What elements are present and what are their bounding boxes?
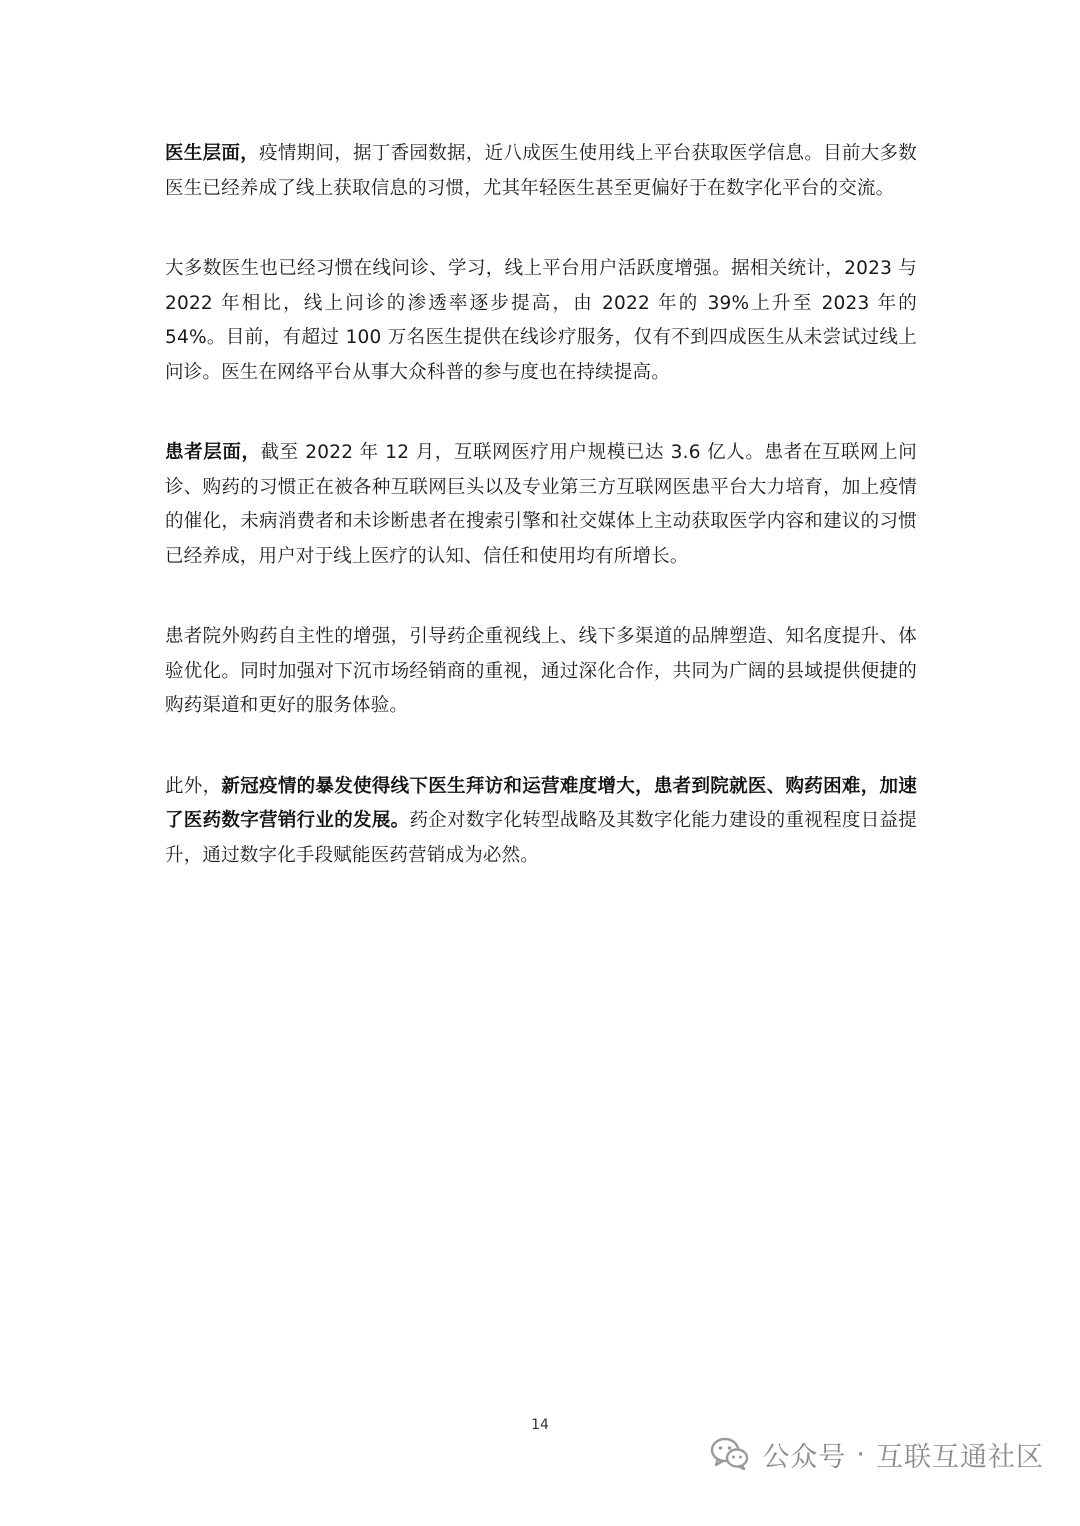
- watermark: [710, 1432, 1044, 1476]
- paragraph-text: 此外，: [165, 775, 222, 797]
- page-number: 14: [531, 1417, 549, 1433]
- paragraph-text: 大多数医生也已经习惯在线问诊、学习，线上平台用户活跃度增强。据相关统计，2023 与 2022 年相比，线上问诊的渗透率逐步提高，由 2022 年的 39%上升至 2023 年的 54%。目前，有超过 100 万名医生提供在线诊疗服务，仅有不到四成医生从未尝试过线上问诊。医生在网络平台从事大众科普的参与度也在持续提高。: [165, 258, 917, 383]
- paragraph-bold-mid: 新冠疫情的暴发使得线下医生拜访和运营难度增大，患者到院就医、购药困难，加速了医药数字营销行业的发展。: [165, 775, 918, 831]
- paragraph-tail: 药企对数字化转型战略及其数字化能力建设的重视程度日益提升，通过数字化手段赋能医药营销成为必然。: [165, 810, 917, 866]
- paragraph-patient-level: [165, 436, 917, 574]
- watermark-account: 互联互通社区: [876, 1441, 1044, 1473]
- document-body: [165, 137, 917, 919]
- paragraph-out-of-hospital-purchase: [165, 620, 917, 724]
- paragraph-text: 疫情期间，据丁香园数据，近八成医生使用线上平台获取医学信息。目前大多数医生已经养成了线上获取信息的习惯，尤其年轻医生甚至更偏好于在数字化平台的交流。: [165, 143, 917, 199]
- paragraph-doctor-level: [165, 137, 917, 206]
- watermark-label: 公众号: [762, 1441, 847, 1473]
- paragraph-text: 患者院外购药自主性的增强，引导药企重视线上、线下多渠道的品牌塑造、知名度提升、体验优化。同时加强对下沉市场经销商的重视，通过深化合作，共同为广阔的县域提供便捷的购药渠道和更好的服务体验。: [165, 626, 917, 716]
- paragraph-covid-impact: [165, 770, 917, 874]
- paragraph-online-consultation: [165, 252, 917, 390]
- paragraph-bold-lead: 医生层面，: [165, 143, 260, 164]
- watermark-separator: ·: [856, 1438, 866, 1470]
- paragraph-bold-lead: 患者层面，: [165, 442, 261, 463]
- wechat-icon: [710, 1437, 750, 1471]
- paragraph-text: 截至 2022 年 12 月，互联网医疗用户规模已达 3.6 亿人。患者在互联网上问诊、购药的习惯正在被各种互联网巨头以及专业第三方互联网医患平台大力培育，加上疫情的催化，未病消费者和未诊断患者在搜索引擎和社交媒体上主动获取医学内容和建议的习惯已经养成，用户对于线上医疗的认知、信任和使用均有所增长。: [165, 442, 917, 567]
